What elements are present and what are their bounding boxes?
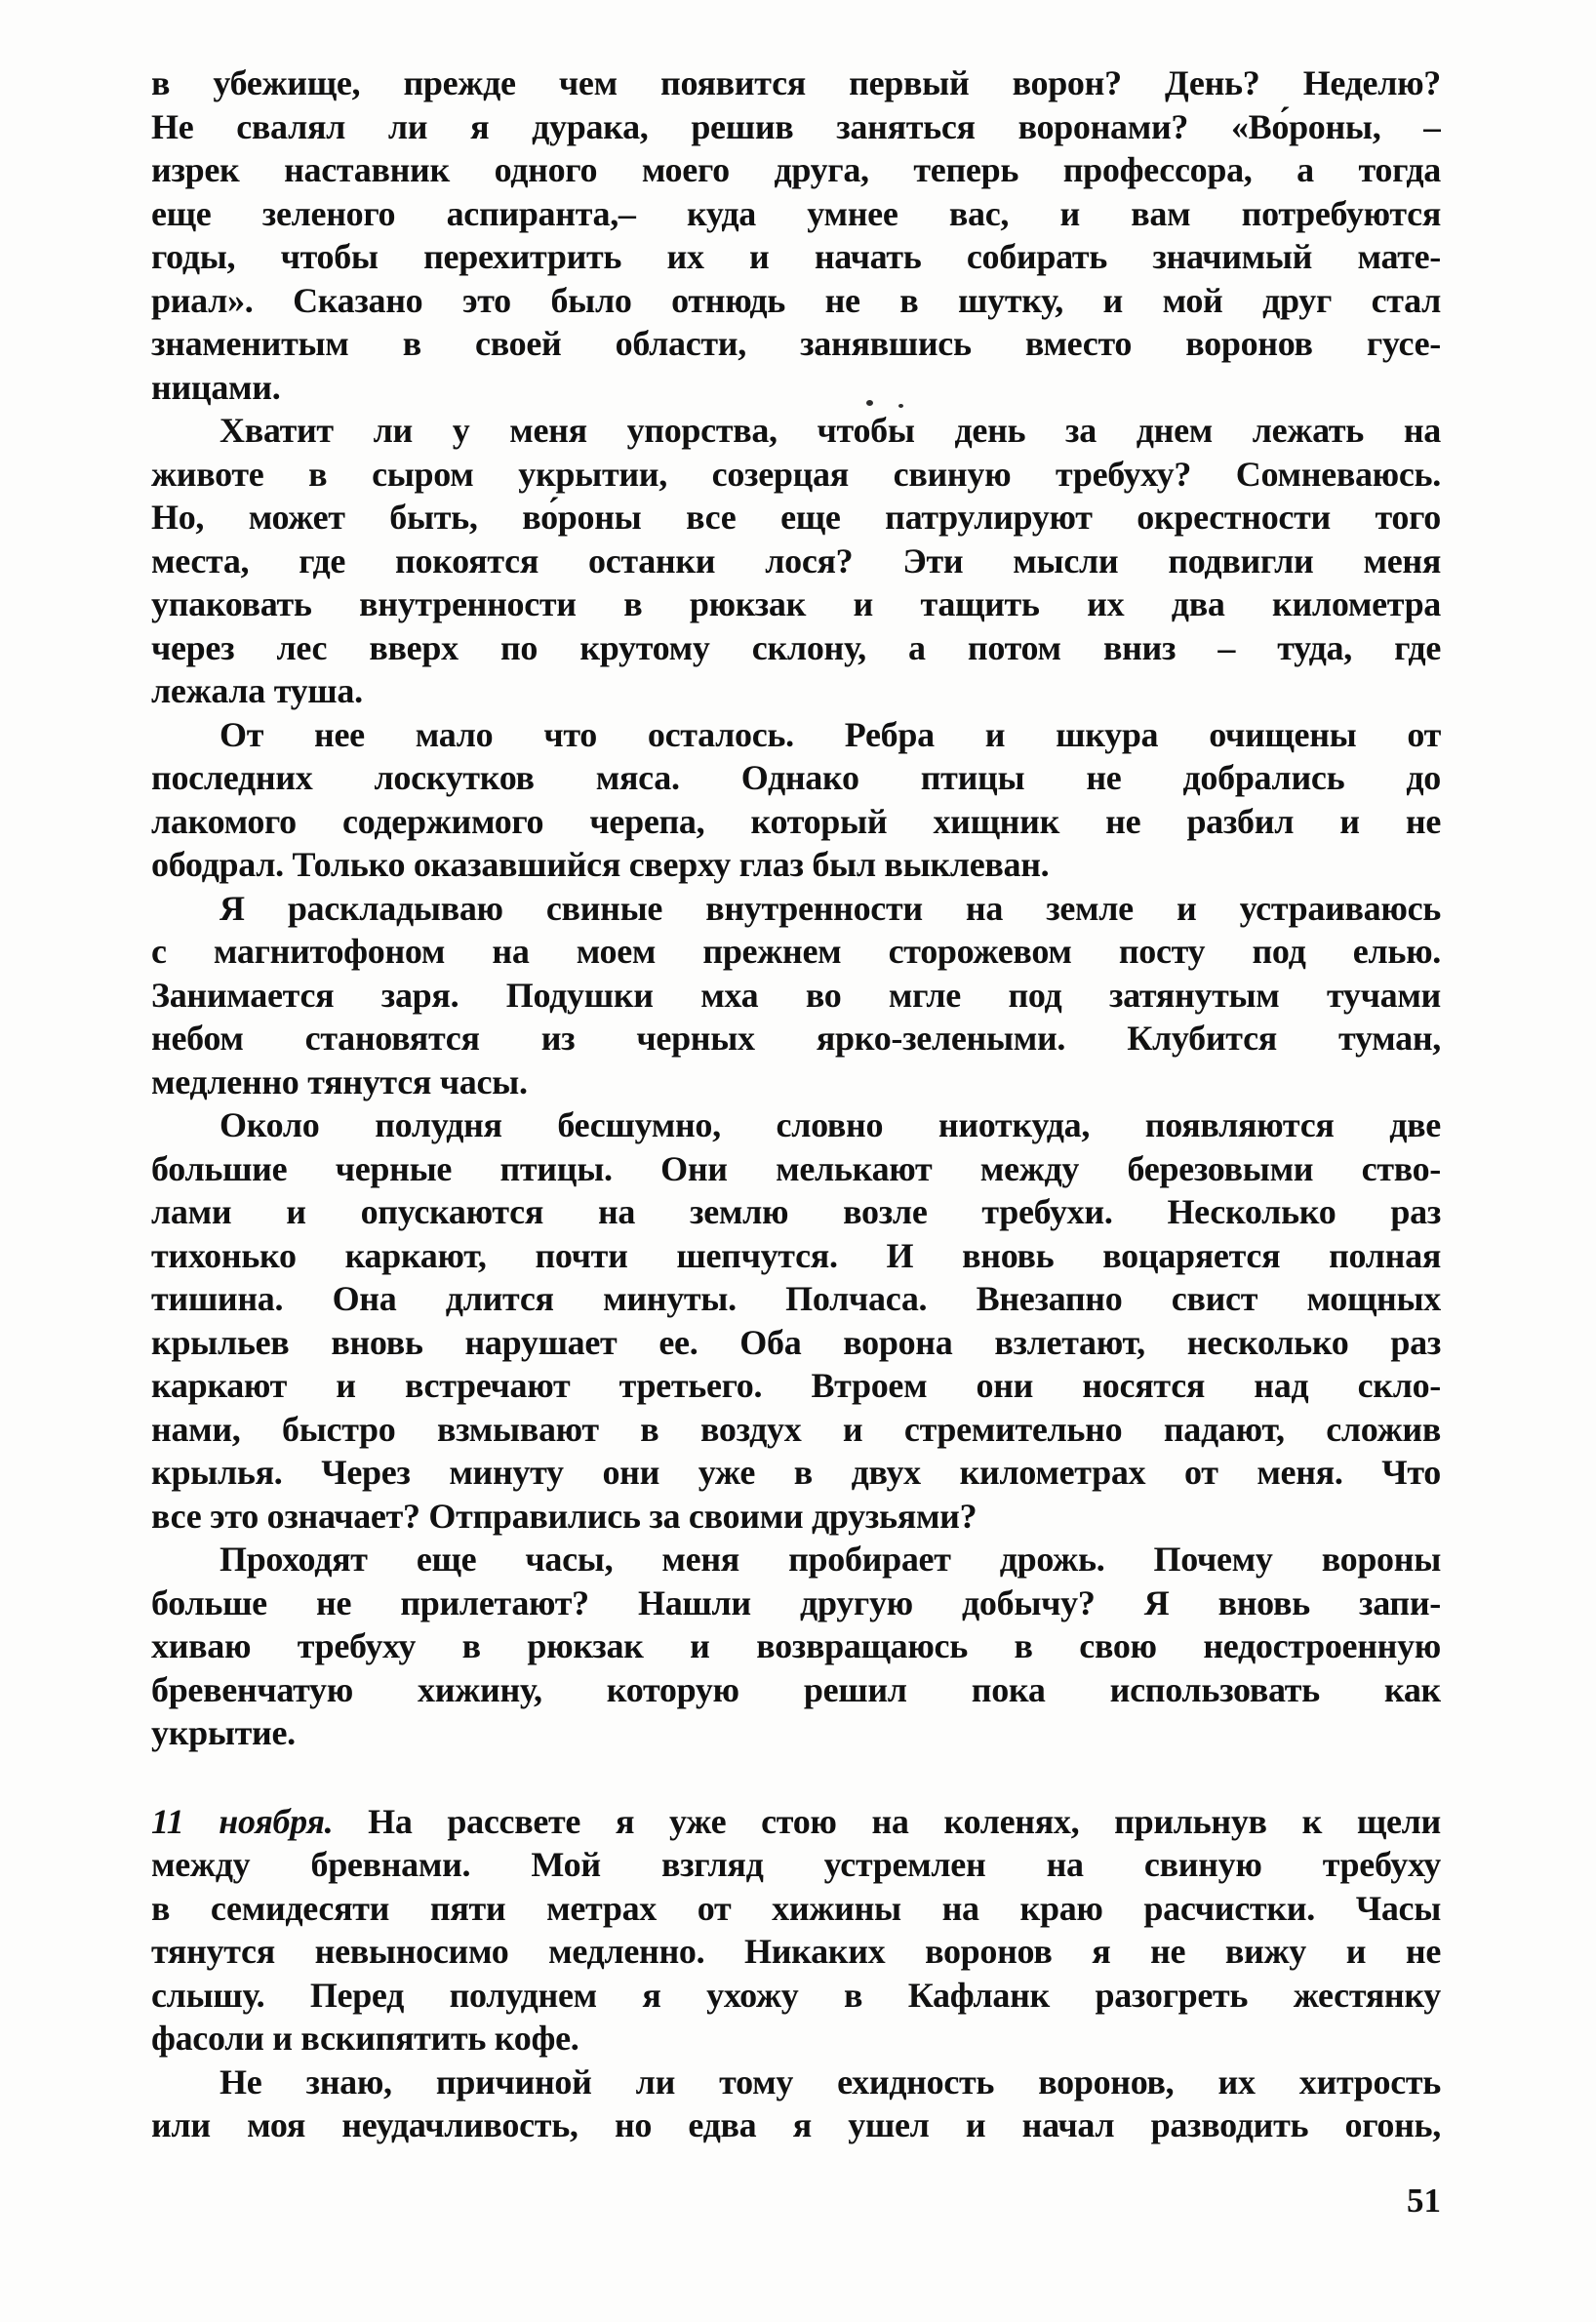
text-line: Не знаю, причиной ли тому ехидность воронов, их хитрость (219, 2062, 1441, 2102)
text-line: лами и опускаются на землю возле требухи. Несколько раз (151, 1192, 1441, 1231)
text-line: тянутся невыносимо медленно. Никаких воронов я не вижу и не (151, 1932, 1441, 1971)
text-line (151, 1800, 1441, 1844)
text-line: небом становятся из черных ярко-зелеными. Клубится туман, (151, 1019, 1441, 1058)
text-line: Я раскладываю свиные внутренности на земле и устраиваюсь (219, 888, 1441, 928)
text-line: Проходят еще часы, меня пробирает дрожь. Почему вороны (219, 1540, 1441, 1579)
paragraph (151, 1538, 1441, 1755)
text-line: все это означает? Отправились за своими друзьями? (151, 1496, 978, 1536)
text-line: укрытие. (151, 1713, 296, 1752)
text-line: хиваю требуху в рюкзак и возвращаюсь в свою недостроенную (151, 1626, 1441, 1665)
text-line: упаковать внутренности в рюкзак и тащить их два километра (151, 584, 1441, 623)
text-line: между бревнами. Мой взгляд устремлен на свиную требуху (151, 1845, 1441, 1884)
text-line: нами, быстро взмывают в воздух и стремительно падают, сложив (151, 1409, 1441, 1449)
page-text (151, 61, 1441, 2147)
text-line: Занимается заря. Подушки мха во мгле под затянутым тучами (151, 975, 1441, 1015)
text-line: животе в сыром укрытии, созерцая свиную требуху? Сомневаюсь. (151, 454, 1441, 494)
text-line: места, где покоятся останки лося? Эти мысли подвигли меня (151, 540, 1441, 580)
text-line: в убежище, прежде чем появится первый ворон? День? Неделю? (151, 63, 1441, 102)
ink-speck (866, 400, 873, 406)
date-lead-italic: 11 ноября. (151, 1801, 334, 1841)
text-line: с магнитофоном на моем прежнем сторожевом посту под елью. (151, 932, 1441, 971)
text-line: последних лоскутков мяса. Однако птицы не добрались до (151, 758, 1441, 797)
page-number: 51 (1407, 2182, 1441, 2220)
text-line: слышу. Перед полуднем я ухожу в Кафланк разогреть жестянку (151, 1975, 1441, 2015)
ink-speck (898, 404, 903, 408)
paragraph (151, 887, 1441, 1104)
paragraph (151, 61, 1441, 409)
text-line: Не свалял ли я дурака, решив заняться воронами? «Во́роны, – (151, 106, 1441, 146)
text-line: ободрал. Только оказавшийся сверху глаз был выклеван. (151, 845, 1050, 884)
text-line: фасоли и вскипятить кофе. (151, 2019, 579, 2058)
text-line-rest: На рассвете я уже стою на коленях, прильнув к щели (333, 1801, 1441, 1841)
text-line: еще зеленого аспиранта,– куда умнее вас, и вам потребуются (151, 193, 1441, 233)
text-line: медленно тянутся часы. (151, 1061, 528, 1101)
text-line: Около полудня бесшумно, словно ниоткуда, появляются две (219, 1105, 1441, 1144)
paragraph (151, 2061, 1441, 2147)
text-line: годы, чтобы перехитрить их и начать собирать значимый мате- (151, 237, 1441, 276)
text-line: риал». Сказано это было отнюдь не в шутку, и мой друг стал (151, 280, 1441, 320)
text-line: знаменитым в своей области, занявшись вместо воронов гусе- (151, 324, 1441, 363)
text-line: ницами. (151, 367, 281, 407)
paragraph (151, 1800, 1441, 2061)
text-line: тишина. Она длится минуты. Полчаса. Внезапно свист мощных (151, 1279, 1441, 1318)
text-line: больше не прилетают? Нашли другую добычу? Я вновь запи- (151, 1582, 1441, 1622)
text-line: От нее мало что осталось. Ребра и шкура очищены от (219, 714, 1441, 754)
text-line: Но, может быть, во́роны все еще патрулируют окрестности того (151, 498, 1441, 537)
text-line: каркают и встречают третьего. Втроем они носятся над скло- (151, 1366, 1441, 1405)
text-line: тихонько каркают, почти шепчутся. И вновь воцаряется полная (151, 1235, 1441, 1275)
text-line: лакомого содержимого черепа, который хищник не разбил и не (151, 801, 1441, 841)
paragraph (151, 409, 1441, 713)
paragraph (151, 1103, 1441, 1538)
text-line: крыльев вновь нарушает ее. Оба ворона взлетают, несколько раз (151, 1322, 1441, 1362)
text-line: крылья. Через минуту они уже в двух километрах от меня. Что (151, 1453, 1441, 1492)
text-line: изрек наставник одного моего друга, теперь профессора, а тогда (151, 150, 1441, 189)
text-line: через лес вверх по крутому склону, а потом вниз – туда, где (151, 627, 1441, 667)
paragraph (151, 713, 1441, 887)
text-line: лежала туша. (151, 671, 363, 710)
text-line: в семидесяти пяти метрах от хижины на краю расчистки. Часы (151, 1888, 1441, 1928)
text-line: большие черные птицы. Они мелькают между березовыми ство- (151, 1148, 1441, 1188)
text-line: Хватит ли у меня упорства, чтобы день за днем лежать на (219, 411, 1441, 450)
text-line: или моя неудачливость, но едва я ушел и начал разводить огонь, (151, 2105, 1441, 2144)
text-line: бревенчатую хижину, которую решил пока использовать как (151, 1669, 1441, 1709)
